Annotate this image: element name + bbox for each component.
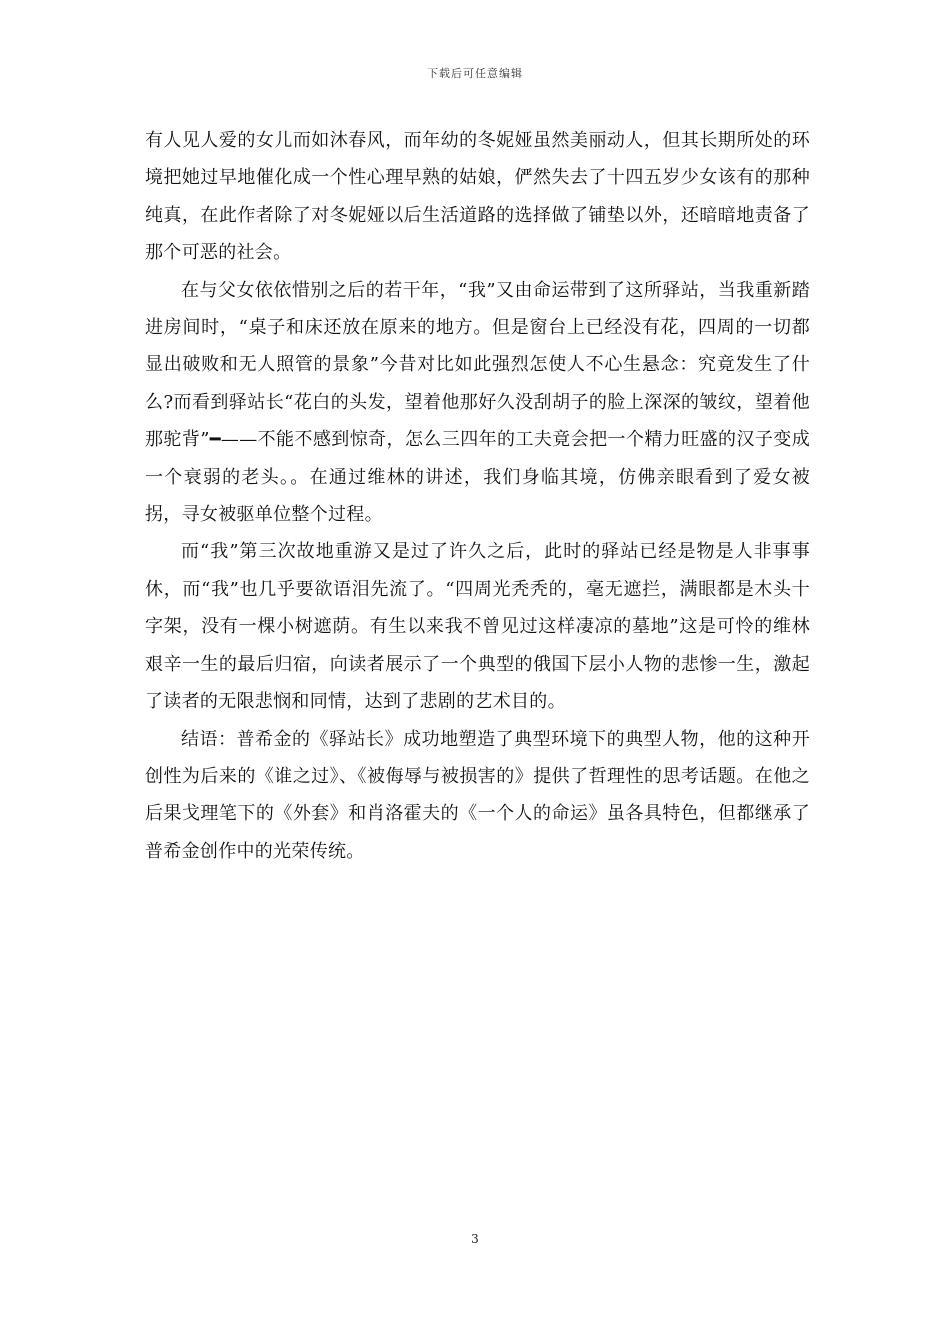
paragraph-conclusion: 结语：普希金的《驿站长》成功地塑造了典型环境下的典型人物，他的这种开创性为后来的《谁之过》、《被侮辱与被损害的》提供了哲理性的思考话题。在他之后果戈理笔下的《外套》和肖洛霍夫的《一个人的命运》虽各具特色，但都继承了普希金创作中的光荣传统。 [145,728,810,862]
paragraph-continued: 有人见人爱的女儿而如沐春风，而年幼的冬妮娅虽然美丽动人，但其长期所处的环境把她过早地催化成一个性心理早熟的姑娘，俨然失去了十四五岁少女该有的那种纯真，在此作者除了对冬妮娅以后生活道路的选择做了铺垫以外，还暗暗地责备了那个可恶的社会。 [145,130,810,264]
page-number: 3 [471,1232,479,1246]
paragraph-second-visit: 在与父女依依惜别之后的若干年，“我”又由命运带到了这所驿站，当我重新踏进房间时，“桌子和床还放在原来的地方。但是窗台上已经没有花，四周的一切都显出破败和无人照管的景象”今昔对比如此强烈怎使人不心生悬念：究竟发生了什么?而看到驿站长“花白的头发，望着他那好久没刮胡子的脸上深深的皱纹，望着他那驼背”━——不能不感到惊奇，怎么三四年的工夫竟会把一个精力旺盛的汉子变成一个衰弱的老头。。在通过维林的讲述，我们身临其境，仿佛亲眼看到了爱女被拐，寻女被驱单位整个过程。 [145,279,810,526]
paragraph-third-visit: 而“我”第三次故地重游又是过了许久之后，此时的驿站已经是物是人非事事休，而“我”也几乎要欲语泪先流了。“四周光秃秃的，毫无遮拦，满眼都是木头十字架，没有一棵小树遮荫。有生以来我不曾见过这样凄凉的墓地”这是可怜的维林艰辛一生的最后归宿，向读者展示了一个典型的俄国下层小人物的悲惨一生，激起了读者的无限悲悯和同情，达到了悲剧的艺术目的。 [145,541,810,713]
document-body [145,122,810,870]
page-header-note: 下载后可任意编辑 [427,67,523,80]
